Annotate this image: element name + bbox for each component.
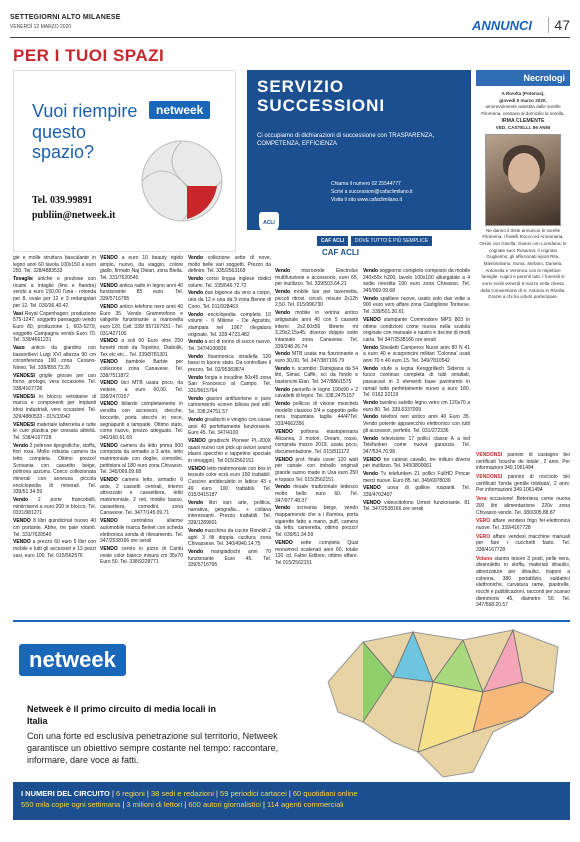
listing-keyword: Vendo <box>275 268 291 274</box>
netweek-circuit-logo: netweek <box>19 644 126 676</box>
listing-keyword: Vendo <box>363 400 379 407</box>
listing-keyword: VENDO <box>275 539 293 546</box>
classified-listing: VENDESI in blocco vetrataine di marca e componenti per impianti idrici industriali, vere occasioni. Tel. 329/4880533 - 015/33042 <box>13 393 96 420</box>
page-header <box>10 14 570 38</box>
classified-listing: Vaso antico da giardino con bassorilievi Luigi XVI altezza 90 cm circonferenza 190 zona Cesano-Ninno. Tel. 339/858.73.26 <box>13 344 96 371</box>
figures-label: I NUMERI DEL CIRCUITO <box>21 789 110 798</box>
advert-phone: Tel. 039.99891 <box>32 195 93 206</box>
page-number: 47 <box>548 17 570 33</box>
classified-listing: Vendo giradischi e vinigrio con casse anni 40 perfettamente funzionante. Euro 45. Tel. 347/4100 <box>188 416 271 437</box>
obituary-name: IRMA CLEMENTE <box>501 117 545 124</box>
advert-email: publiin@netweek.it <box>32 210 116 221</box>
classified-listing: Vendo collezione sette di nove, molto belle vari soggetti. Prezzo da definire. Tel. 335/2563169 <box>188 255 271 275</box>
succession-title <box>257 78 385 115</box>
classified-listing: Volano stanno tesoro 3 posti, pelle nera, divanoletto in stoffa, materiali idraulici, attrezzature per idraulici, traponi a colonna, 380 portatilizio, saldatrici elettroniche, curvatura rame, piastrelle, rocchi e pubblicazioni, racconti per scanso diemmorio 45, diametro 50. Tel. 347/568.20.57 <box>476 555 570 609</box>
classified-listing: Vendo macchina da cucire Rimoldi 2 aghi 3 fili doppia cucitura zona Chivassese. Tel. 340/4940.14.75 <box>188 527 271 548</box>
classified-listing: VENDO 8 libri quindicinal nuovo 40 cm portante. Abhe, tre pale rotanti. Tel. 331/7620540 <box>13 518 96 538</box>
classified-listing: Tovaglie uniche e preziose con ricami a intaglio (lino e fiandra) vendo a euro 150,00 l'una - rotonda per 8, ovale per 12 e 3 rettangolari per 12. Tel. 030/36.40.42 <box>13 276 96 309</box>
listing-keyword: VENDO <box>100 380 118 387</box>
classified-listing: Vendo telefoni neri antico anni 40 Euro 35. Vendo potente apparecchio elettronico con tutti gli accessori, perfetto. Tel. 031/272336 <box>363 414 470 434</box>
listing-keyword: Vendo <box>188 255 204 261</box>
classified-listing: Vendo microonde Electrolux multifunzione e accessorio, euro 65, per inutilizzo. Tel. 339/503.64.21 <box>275 268 358 288</box>
listing-keyword: Vendo <box>275 386 291 393</box>
listing-keyword: Vendo <box>275 351 291 358</box>
listing-keyword: VENDO <box>100 255 118 261</box>
listing-keyword: VENDO <box>100 442 118 449</box>
classified-listing: VENDO a euro 10 beauty rigido ampio, nuovo, da viaggio, colore giallo, firmato Naj Oleari, zona Biella. Tel. 331/7620540 <box>100 255 183 282</box>
figure-regions: 6 regioni <box>116 789 145 798</box>
netweek-circuit-advert[interactable] <box>13 620 570 780</box>
listing-keyword: Vendo <box>13 442 29 449</box>
listing-keyword: VENDO <box>100 545 118 552</box>
listing-keyword: Vendo <box>188 276 204 283</box>
listing-keyword: Vendo <box>275 310 291 317</box>
listing-keyword: VENDO <box>100 518 118 525</box>
listing-keyword: VENDO <box>100 282 118 289</box>
listing-keyword: Vasi <box>13 310 24 317</box>
regional-map-icon <box>323 622 570 782</box>
classified-listing: VENDO biliardo completamente in vendita con accessori, stecche, boccette, porta stecchi in noce, segnapunti a lampade. Ottimo stato, come nuovo, prezzo adeguato. Tel. 340/160.61.69 <box>100 401 183 441</box>
listing-keyword: Vendo <box>363 344 379 351</box>
listing-keyword: VENDESI <box>13 372 35 379</box>
classified-listing: VENDONSI pannini di castagno bio certificati 'bouche de totale', 2 anni. Per informazioni 349.1061494 <box>476 452 570 472</box>
classified-listing: Vendo pellicce di visone mescheb modello classico 2/4 e cappotto pelle nera trapuntata taglia 44/47Tel. 333/4662356 <box>275 401 358 428</box>
acli-shield-icon: ACLI <box>259 212 279 234</box>
contact-site: Visita il sito www.cafaclimilano.it <box>331 197 403 203</box>
classified-listing: VENDO antica radio in legno anni 40 funzionante 85 euro. Tel. 339/5716795 <box>100 282 183 303</box>
classified-listing: Vendo mangiadischi anni 70 funzionante Euro 45. Tel. 339/5716795 <box>188 548 271 569</box>
caf-logo: CAF ACLI <box>322 248 360 257</box>
classified-listing: Vendo giaconi antifuortone e pure camomeinfo scoren biliosa ped edil. Tel. 338.24751.57 <box>188 395 271 416</box>
classified-listing: Vendo tavolino salotto legno vetro cm 120x70 a euro 80. Tel. 339.6337009 <box>363 400 470 413</box>
spaces-title: PER I TUOI SPAZI <box>13 46 165 65</box>
obituary-extra: VED. CASTELLI, 86 ANNI <box>495 125 551 131</box>
listing-keyword: Vendo <box>275 365 291 372</box>
title-line-2: SUCCESSIONI <box>257 95 386 115</box>
classified-listing: VENDONSI pannini di nocciolo bio certificati 'tonda gentile trilobata', 2 anni. Per informazioni 349.1061494 <box>476 474 570 494</box>
classified-listing: Vendo corso lingua inglese dodici volumi. Tel. 335/646.72.72 <box>188 276 271 289</box>
contact-email: Scrivi a successioni@cafaclimilano.it <box>331 189 413 195</box>
puzzle-sphere-icon <box>132 131 232 231</box>
section-title: ANNUNCI <box>472 18 532 33</box>
figure-copies: 550 mila copie ogni settimana <box>21 800 121 810</box>
obituary-title: Necrologi <box>476 70 570 86</box>
listing-keyword: VENDO <box>363 316 381 323</box>
succession-desc: Ci occupiamo di dichiarazioni di successione con TRASPARENZA, COMPETENZA, EFFICIENZA <box>257 133 435 148</box>
obituary-panel <box>476 70 570 452</box>
circuit-headline: Netweek è il primo circuito di media locali in Italia <box>27 704 217 726</box>
classified-listing: VENDO camera da letto prima 900 composta da armadio a 3 ante, letto matrimoniale con doghe, comodini, pettiniera al 180 euro zona Chivasso. Tel. 345/069.09.68 <box>100 442 183 476</box>
classified-listing: VENDO uova di galline ruspanti. Tel. 339/4702407 <box>363 485 470 498</box>
classified-listing: Vendo 2 poltrone tipografiche, stoffa, fiori rosa. Molto robusta camera da letto completa. Ottimo prezzo! Scrivania con cassetto beige, poltrona azzurra. Conco collezionata minerali con annessa piccola enciclopedia di minerali. Tel. 339/51.34.59 <box>13 442 96 496</box>
classified-listing: VENDO camera letto, armadio 6 ante, 2 cassetti centrali, interno attrezzato e cassettiera, letto matrimoniale, 2 reti, mobile basso, cassettiera, comodini, zona Canavese. Tel. 3477/145.09.71 <box>100 477 183 517</box>
advert-contacts <box>32 193 115 223</box>
listing-keyword: Vendo <box>363 295 379 302</box>
listing-keyword: Vendo <box>188 395 204 402</box>
listing-keyword: VERO <box>476 533 491 540</box>
listing-keyword: Vendo <box>363 268 379 274</box>
listing-keyword: Vendo <box>363 470 379 477</box>
listing-keyword: Vendo <box>13 497 29 504</box>
classified-listing: Vendo enciclopedia completa 10 volumi - Il Milione - De Agostini, stampata nel 1967 rilegatura originale. Tel. 328-4723.482 <box>188 311 271 338</box>
figure-agents: 114 agenti commerciali <box>267 800 344 810</box>
classified-listing: VENDO antico telefono nero anni 40 Euro 35. Vendo Grammofono e valigette funzionante a manovella euro 120. Cell. 339/ 957167931 - Tel. 031/427100 <box>100 303 183 337</box>
classified-listing: Vendo televisione 17 pollici classe A a led Telefunken come nuova garanzia. Tel. 347/534.70.98 <box>363 435 470 455</box>
listing-keyword: Volano <box>476 555 493 562</box>
obituary-photo <box>485 134 561 226</box>
listing-keyword: Vendo <box>275 289 291 296</box>
listing-keyword: VENDO <box>363 456 381 463</box>
listing-keyword: VENDO <box>100 401 118 408</box>
classified-listing: VENDO sette completa Qual monumoci scatenati anni 60, totale 120 cd, Fabio Editore, ottimo affare. Tel 015/2562151 <box>275 539 358 566</box>
listing-keyword: Vaso <box>13 344 25 351</box>
advert-question: Vuoi riempire questo spazio? <box>32 101 138 163</box>
classified-listing: VENDO giradischi Pioneer PL-200X quasi nuovo con pick up avicei sound idasoi specchio e tappetino speciale in omaggio). Tel 015/2562151 <box>188 437 271 464</box>
netweek-logo: netweek <box>149 101 210 119</box>
classified-listing: Vera occasione! Betoniera come nuova 200 litri alimentazione 220v zona Chivasso vendo. Tel. 380/305.88.87 <box>476 496 570 516</box>
circuit-desc: Con una forte ed esclusiva penetrazione sul territorio, Netweek garantisce un obiettivo sempre costante nel tempo: raccontare, informare, dare voce ai fatti. <box>27 731 279 766</box>
classified-listing: VENDO centralina allarme automobile marca Beinet con scheda elettronica sonda di rilevamento. Tel. 347/2538166 ore serali <box>100 518 183 545</box>
listing-keyword: VENDO <box>100 477 118 483</box>
listing-keyword: VENDO <box>13 518 31 525</box>
classified-listing: VERO affare vendesi macchine manuali per fare i cucchetti fasto. Tel. 338/4167728 <box>476 533 570 553</box>
classified-listing: VENDO bambole Barbie per collezione zona Canavese. Tel. 338/7511872 <box>100 359 183 379</box>
listing-column-5 <box>363 268 470 514</box>
listing-keyword: VENDO <box>100 338 118 345</box>
listing-keyword: VENDO <box>275 456 293 463</box>
listing-keyword: VENDO <box>363 499 381 506</box>
listing-keyword: Vendo <box>188 353 204 360</box>
listing-keyword: Vendo <box>188 374 204 381</box>
listing-column-3 <box>188 255 271 570</box>
classified-listing: Vendo spalliere nuove, usato solo due volte a 900 euro vero affare zona Castiglione Torinese. Tel. 339/501.30.61 <box>363 295 470 316</box>
classified-listing: VENDO letto matrimoniale con box in tessuto color ecrù euro 150 trattabili. Cuscino antidecubito in lattice 43 x 49 euro 100 trattabili. Tel. 015/3415187 <box>188 465 271 499</box>
classified-listing: VENDO stampante Commodore MPS 803 in ottime condizioni come nuova nella scatola originale con manuale e nastro e decine di modi carta. Tel 347/2538166 ore serali <box>363 316 470 343</box>
listing-keyword: VENDESI <box>13 393 35 400</box>
listing-keyword: Vera <box>476 496 487 503</box>
listing-keyword: Vendo <box>188 548 204 555</box>
netweek-advert[interactable] <box>13 70 236 252</box>
figure-offices: 38 sedi e redazioni <box>150 789 214 798</box>
classified-listing: VENDO videocitofono Urmet funzionante. 81 Tel. 347/2538166 ore serali <box>363 499 470 513</box>
listing-keyword: VENDO <box>363 485 381 492</box>
classified-listing: VENDO a soli 60 Euro oltre 250 fumetti misti da Topolino, Diabolik, Tex etc etc... Tel. 339/8781301 <box>100 338 183 358</box>
classified-listing: Vendo MTB usata ma funzionante a euro 30,00. Tel. 347/387106.79 <box>275 351 358 364</box>
classified-listing: VENDO a prezzo 60 euro 5 libri con mobile e tutti gli accessori e 13 pezzi vasi, euro 100. Tel. 015/562576 <box>13 539 96 559</box>
listing-keyword: VENDO <box>188 437 206 444</box>
classified-listing: gie e molle struttura basculante in legno anni 60 tavola 100x150 a euro 250. Tel. 328/4883533 <box>13 255 96 275</box>
listing-keyword: VENDO <box>275 428 293 435</box>
classified-listing: Vendo Tv telefunken 21 pollici FullHD Procar merci nuove. Euro 85. tel. 349/6978039 <box>363 470 470 484</box>
listing-keyword: Tovaglie <box>13 276 33 283</box>
figures-row-2: 550 mila copie ogni settimana | 3 milioni di lettori | 600 autori giornalistici | 114 agenti commerciali <box>21 800 344 810</box>
classified-listing: Vendo riesale tradizionale tedesco molto bello euro 60. Tel. 347/977.48.37 <box>275 484 358 504</box>
listing-keyword: VENDO <box>100 359 118 366</box>
classified-listing: VENDO tre calessi cavallo, tre miliuni diversi per inutilizzo. Tel. 349/3800061 <box>363 456 470 470</box>
succession-footer <box>247 230 471 264</box>
listing-column-1 <box>13 255 96 560</box>
listing-keyword: VENDO <box>188 465 206 472</box>
circuit-figures <box>13 782 570 820</box>
listing-keyword: Vendo <box>275 505 291 512</box>
classified-listing: Vendo due bigonce da vino a corpo, una da 12 e una da 9 zona Benne di Corio. Tel. 011/928463 <box>188 290 271 310</box>
classified-listing: Vendo fisarmonica stradella 120 bassi in buono stato. Da controllare il prezzo. Tel. 02/95383874 <box>188 353 271 373</box>
listing-keyword: VENDO <box>100 303 118 310</box>
figure-periodicals: 59 periodici cartacei <box>220 789 287 798</box>
classified-listing: Vendo stufe a legna Kenggrillech Sideros a fuoco continuo completa di tubi smaltati, passacavi in 3 elementi base pavimento in ramail tutto perfettamente nuovo a euro 180. Tel. 0162.32119 <box>363 365 470 399</box>
listing-keyword: Vendo <box>363 435 379 442</box>
classified-listing: Vendo n. scambio: Damigiana da 54 litri, Simac Caffè, sci da fondo e bastoncini Elan. Tel. 347/886/1575 <box>275 365 358 385</box>
listing-keyword: Vendo <box>188 339 204 346</box>
classified-listing: VENDO bici MTB usata poco, da vedere, a euro 60,00. Tel. 338/2470157 <box>100 380 183 400</box>
classified-listing: VENDESI materiale latterreria e tutte le cure plastica per cessata attività. Tel. 338/4167728 <box>13 421 96 441</box>
classified-listing: Vasi Royal Copenhagen: produzione 575-1247, soggetto paesaggio vendo Euro 80, produzione 1, 603-5279, soggetto Campagna vendo Euro 70. Tel. 339/4661231 <box>13 310 96 344</box>
caf-badge: CAF ACLI <box>317 236 348 246</box>
listing-keyword: VENDO <box>13 539 31 546</box>
listing-keyword: VENDONSI <box>476 452 503 458</box>
classified-listing: Vendo a sci di torino di succo nuovo. Tel. 347/4100836 <box>188 339 271 352</box>
figures-row-1: I NUMERI DEL CIRCUITO | 6 regioni | 38 sedi e redazioni | 59 periodici cartacei | 60 quotidiani online <box>21 789 358 798</box>
listing-column-2 <box>100 255 183 567</box>
listing-keyword: Vendo <box>363 414 379 421</box>
listing-keyword: Vendo <box>188 500 204 507</box>
caf-motto: DOVE TUTTO È PIÙ SEMPLICE <box>351 236 432 246</box>
listing-keyword: Vendo <box>188 290 204 297</box>
obituary-text-1: amorevolmente assistita dalle sorelle Filomena, cessava al domicilio la sorella, <box>481 104 565 116</box>
succession-contacts <box>331 180 465 204</box>
listing-column-4 <box>275 268 358 568</box>
classified-listing: Vendo soggiorno completo composto da mobile 240x50x h200, tavolo 100x100 allungabile a 4 sedie rivestita 190 euro zona Chivasso. Tel. 345/069.09.68 <box>363 268 470 295</box>
listing-keyword: VENDESI <box>13 421 35 428</box>
classified-listing: Vendo Stivaletti Camperos Nuovi anni 80 N 41 a euro 40 e scarponcini militari 'Colonna' usati anni 70 n 40 euro 15. Tel. 349/7810542 <box>363 344 470 364</box>
listing-keyword: VERO <box>476 518 491 525</box>
title-line-1: SERVIZIO <box>257 77 345 96</box>
figure-dailies: 60 quotidiani online <box>292 789 358 798</box>
classified-listing: Vendo libri vari: arte, politica, narrativa, geografia... + collana interessanti. Prezzo trattabili. Tel. 339/1289601 <box>188 500 271 527</box>
listing-keyword: Vendo <box>188 311 204 318</box>
figure-readers: 3 milioni di lettori <box>126 800 183 810</box>
classified-listing: Vendo scrivania beige, vendo mappamondo che a i illumina, porta sigarette fatto a mano, puff, camera da letto, cameretta, ottimo prezzo! Tel. 039/51.34.59 <box>275 505 358 539</box>
listing-keyword: Vendo <box>188 416 204 423</box>
classified-listing: VENDO prof. finale cover 120 watt per canale con imballo originali grande suono made in Usa euro 250 e topaco Tel. 015/2562151 <box>275 456 358 483</box>
classified-listing: Vendo mobile in vetrina antico artigianale anni 40 con 5 cassetti interni 2x2,60x56 librerie mt 3,20x2,15x45, diverso doppio sotto intarsiato zona Canavese. Tel. 339/248.26.74 <box>275 310 358 350</box>
classified-listing: Vendo pannello in legno 190x90 + 2 cavalletti di legno. Tel. 338.2475157 <box>275 386 358 400</box>
classified-listing: VENDO centro in pizzo di Cantù ovale color bianco misura cm 35x70 Euro 50. Tel. 338/9228771 <box>100 545 183 566</box>
listing-keyword: Vendo <box>275 401 291 408</box>
obituary-place: A Rivolta (Potenza), <box>501 91 545 96</box>
classified-listing: Vendo forgia e incudine 50x45 zona San Francesco al Campo. Tel. 331/9615764 <box>188 374 271 395</box>
publication-name: SETTEGIORNI ALTO MILANESE <box>10 14 121 21</box>
listing-keyword: VENDONSI <box>476 474 503 481</box>
publication-date: VENERDÌ 12 MARZO 2020 <box>10 24 72 30</box>
classified-listing: VERO affare vendesi frigo fer-elettronica nuove. Tel. 339/4167728 <box>476 518 570 531</box>
figure-authors: 600 autori giornalistici <box>188 800 261 810</box>
obituary-date: giovedì 5 marzo 2020, <box>499 97 547 103</box>
succession-advert[interactable] <box>247 70 471 264</box>
obituary-body <box>476 86 570 306</box>
listing-keyword: Vendo <box>363 365 379 372</box>
contact-phone: Chiama il numero 02 25544777 <box>331 181 401 187</box>
listing-keyword: Vendo <box>275 484 291 491</box>
obituary-text-2: Ne danno il triste annuncio le sorelle Filomena, i fratelli Rocco ed Annamaria, Orsini con Gisella, Gianni con Loredana; le cognate suor Rosanna; il cognato Guglielmo; gli affezionati nipoti Rita, Massimiliano, Sonia, Stefano, Daniela, Antonella e Veronica con le rispettive famiglie, cugini e parenti tutti. I funerali si sono svolti venerdì 6 marzo nella chiesa della Conversione di S. Antonio in Rivolta. Grazie a chi ha voluto partecipare. <box>479 227 567 300</box>
classified-listing: Vendo 2 porte francobolli, miniirriservi a euro 200 in blocco. Tel. 0331/981271 <box>13 497 96 517</box>
listing-keyword: Vendo <box>188 527 204 534</box>
classified-listing: Vendo mobile bar per tavernetta, piccoli ritrovi, circoli, misure 2x12h 2,50. Tel. 015/996730 <box>275 289 358 309</box>
classified-listing: VENDESI griglie grosse per uso forno, prologo, vera occasione. Tel. 338/4167728 <box>13 372 96 393</box>
right-listing-column <box>476 452 570 611</box>
classified-listing: VENDO poltrona elastopersana Alicanna, 3 motori, Dream, rosso, comprata marzo 2019, usata poco, documentazione. Tel. 015/811172 <box>275 428 358 455</box>
